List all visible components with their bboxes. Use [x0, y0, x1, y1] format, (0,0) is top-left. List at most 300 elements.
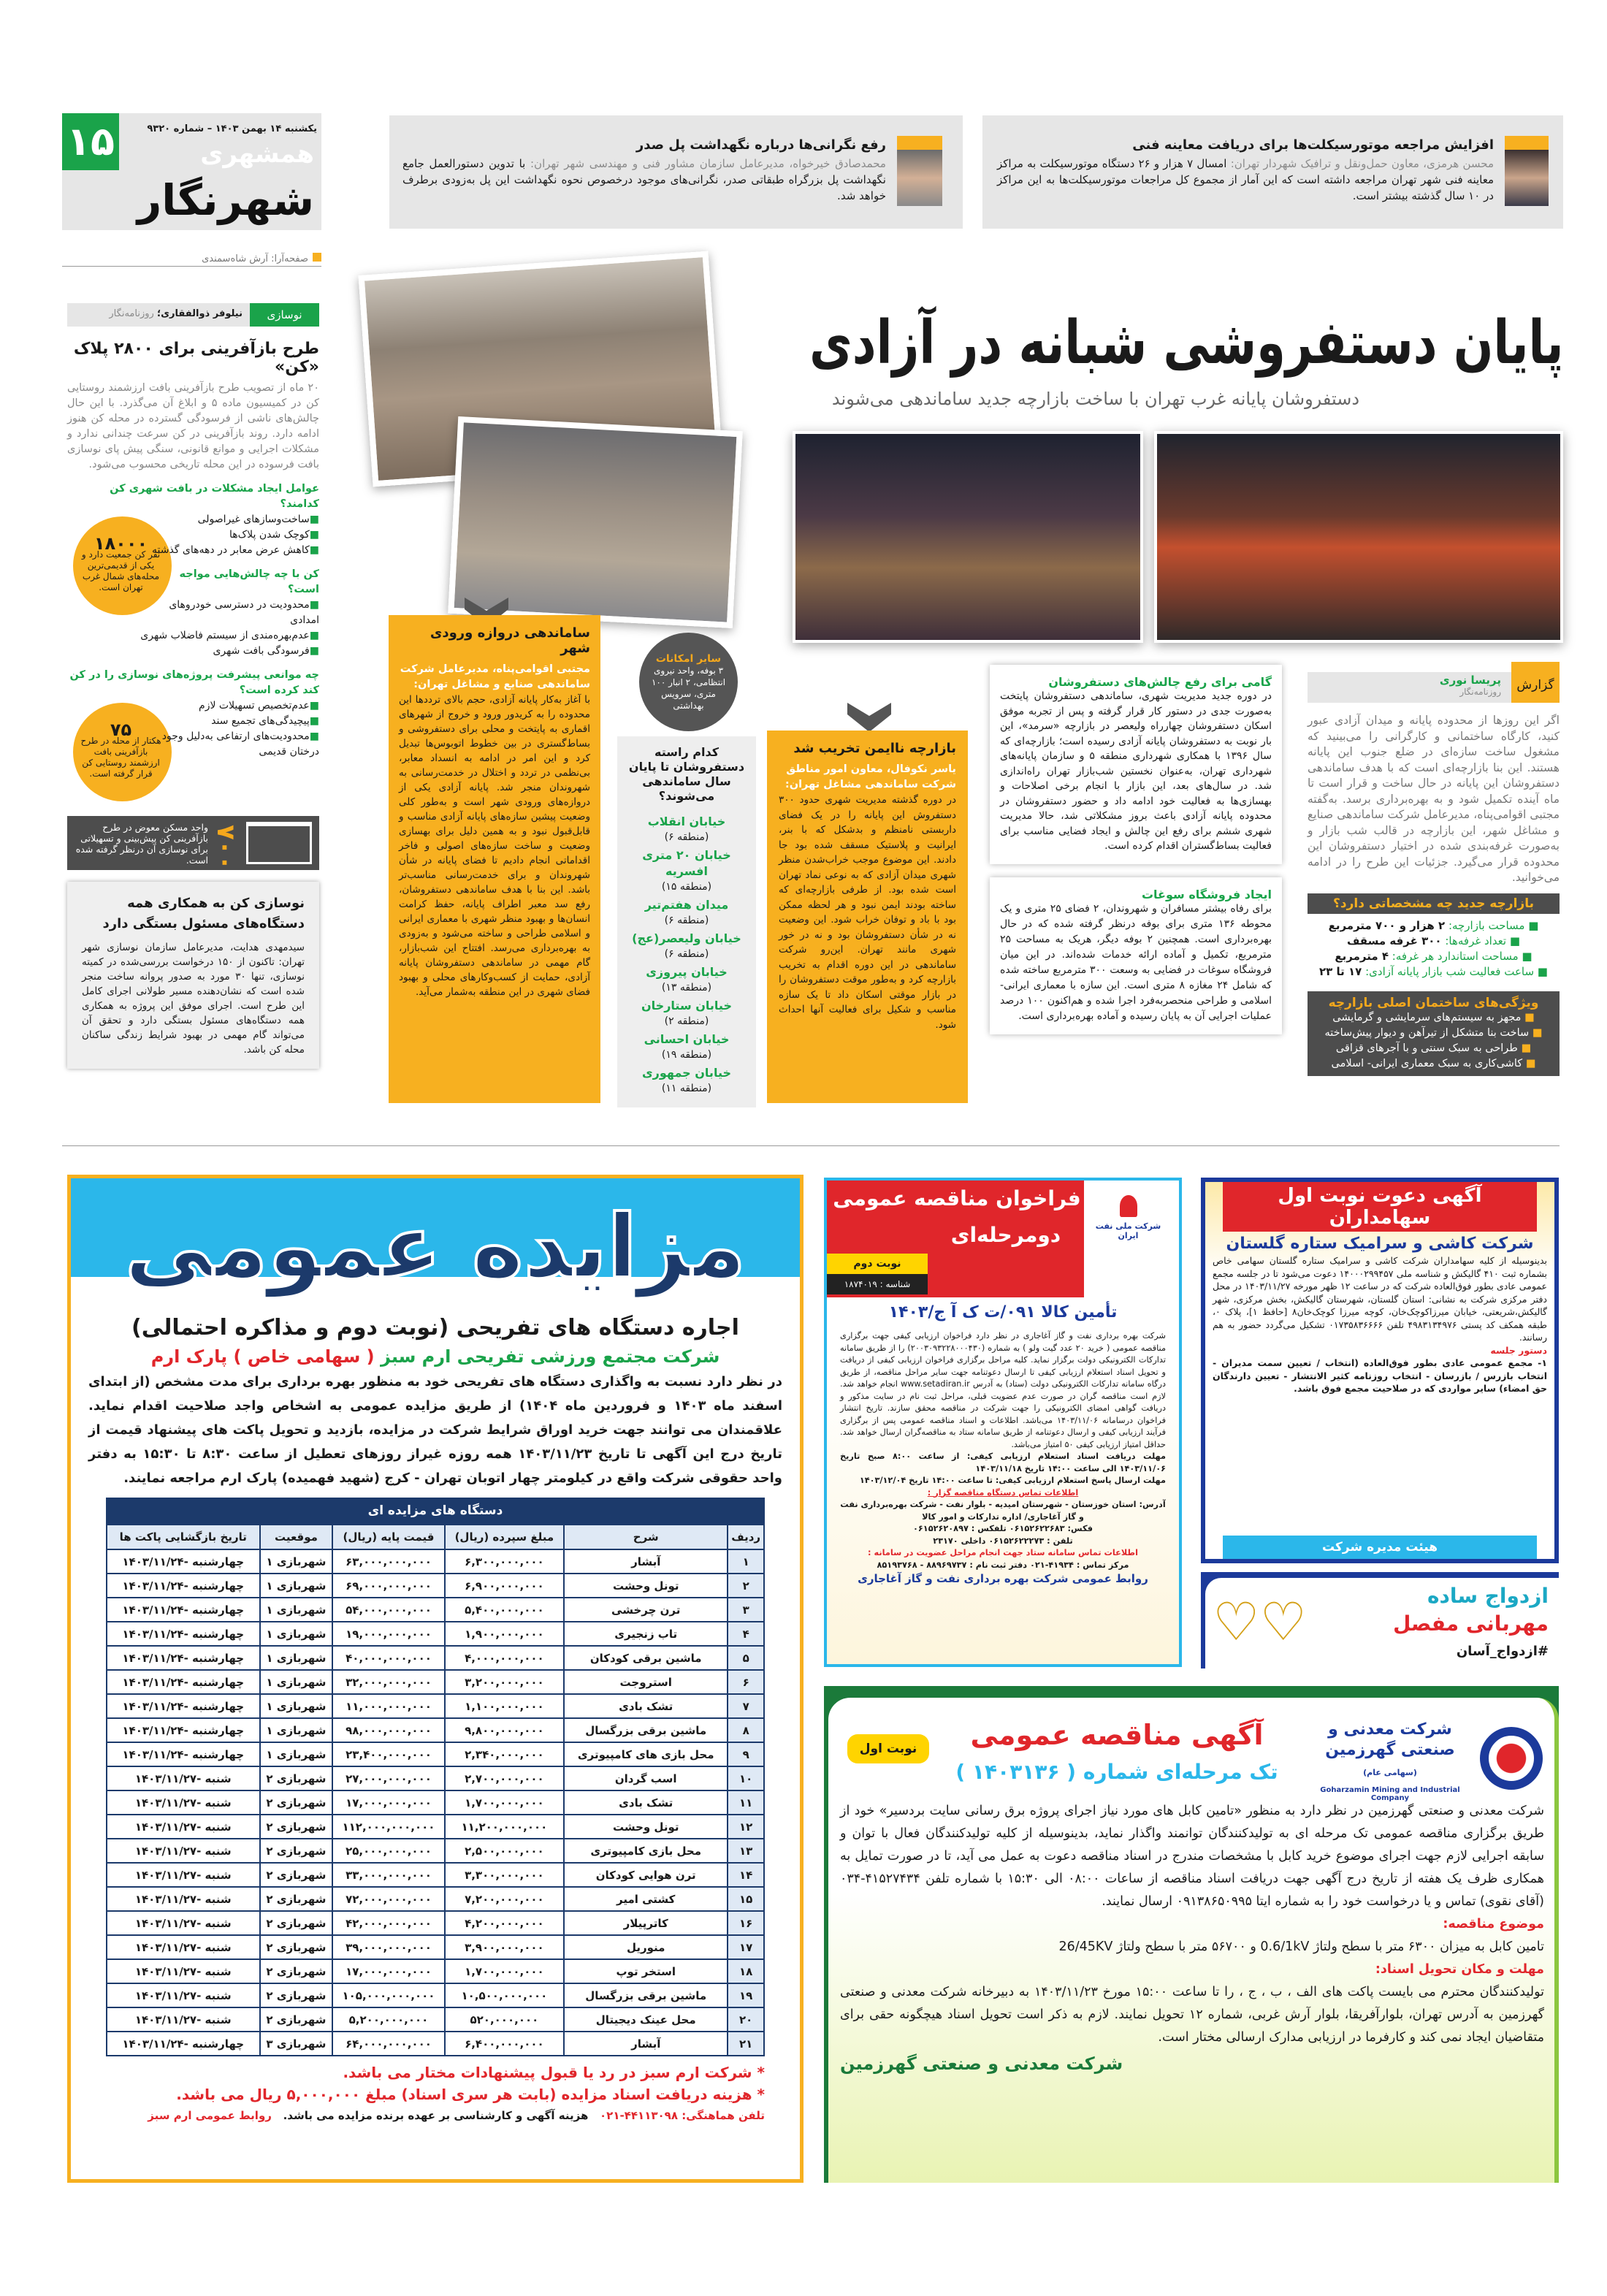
- table-row: [107, 1839, 764, 1863]
- auction-title: مزایده عمومی: [124, 1197, 747, 1298]
- table-cell: ۱۹: [728, 1983, 764, 2007]
- other-title: سایر امکانات: [655, 652, 722, 665]
- table-cell: منوریل: [564, 1935, 728, 1959]
- street-name: خیابان جمهوری: [641, 1066, 732, 1080]
- features-box: [1308, 991, 1560, 1076]
- street-name: خیابان انقلاب: [647, 815, 726, 828]
- table-cell: ۲,۳۴۰,۰۰۰,۰۰۰: [445, 1742, 565, 1766]
- spec-value: ۳۰۰ غرفه مسقف: [1346, 934, 1442, 947]
- unsafe-lead: یاسر نکوفال، معاون امور مناطق شرکت ساماندهی مشاغل تهران:: [785, 763, 956, 790]
- spec-value: ۱۷ تا ۲۳: [1319, 964, 1362, 978]
- page-number: ۱۵: [62, 113, 119, 170]
- brief-sadr-bridge: [389, 115, 963, 229]
- section-question: چه موانعی پیشرفت پروژه‌های نوسازی را در کن کند کرده است؟: [69, 669, 319, 696]
- step-title: گامی برای رفع چالش‌های دستفروشان: [1048, 675, 1272, 689]
- table-cell: ۱,۷۰۰,۰۰۰,۰۰۰: [445, 1790, 565, 1815]
- table-cell: شنبه -۱۴۰۳/۱۱/۲۷: [107, 1766, 260, 1790]
- table-cell: شهربازی ۲: [260, 1911, 333, 1935]
- stat-number: ۷۵: [110, 720, 132, 740]
- table-row: [107, 2032, 764, 2056]
- night-market-photo: [793, 431, 1143, 643]
- tender-address: آدرس: استان خوزستان - شهرستان امیدیه - بلوار نفت - شرکت بهره‌برداری نفت و گاز آغاجاری/ اداره تدارکات و امور کالا: [840, 1500, 1166, 1522]
- layout-credit-text: صفحه‌آرا: آرش شاه‌سمندی: [202, 253, 308, 264]
- nioc-logo: [1086, 1195, 1170, 1240]
- tender-deadline-2: مهلت ارسال پاسخ استعلام ارزیابی کیفی: تا ساعت ۱۴:۰۰ تاریخ ۱۴۰۳/۱۲/۰۴: [859, 1476, 1166, 1485]
- feature-item: [1313, 1010, 1554, 1026]
- subheadline: دستفروشان پایانه غرب تهران با ساخت بازارچه جدید ساماندهی می‌شوند: [831, 389, 1360, 409]
- table-cell: تاب زنجیری: [564, 1622, 728, 1646]
- table-cell: ۷,۲۰۰,۰۰۰,۰۰۰: [445, 1887, 565, 1911]
- table-cell: ۳,۳۰۰,۰۰۰,۰۰۰: [445, 1863, 565, 1887]
- shareholders-ad: [1201, 1178, 1559, 1563]
- table-cell: شهربازی ۱: [260, 1742, 333, 1766]
- report-tag: گزارش: [1511, 662, 1560, 703]
- street-district: (منطقه ۶): [664, 831, 709, 843]
- gate-title: ساماندهی دروازه ورودی شهر: [430, 625, 590, 656]
- table-cell: ۳,۲۰۰,۰۰۰,۰۰۰: [445, 1670, 565, 1694]
- table-cell: ۵,۲۰۰,۰۰۰,۰۰۰: [332, 2007, 444, 2032]
- person-photo: [897, 136, 942, 206]
- table-cell: شنبه -۱۴۰۳/۱۱/۲۷: [107, 1983, 260, 2007]
- bullet-icon: ■: [1521, 1011, 1535, 1023]
- table-cell: ۶,۹۰۰,۰۰۰,۰۰۰: [445, 1574, 565, 1598]
- street-district: (منطقه ۶): [664, 915, 709, 926]
- table-cell: ترن هوایی کودکان: [564, 1863, 728, 1887]
- article-intro: ۲۰ ماه از تصویب طرح بازآفرینی بافت ارزشمند روستایی کن در کمیسیون ماده ۵ و ابلاغ آن می‌گذرد. با این حال چالش‌های ناشی از فرسودگی گسترده در محله کن هنوز ادامه دارد. روند بازآفرینی در کن سرعت چندانی ندارد و مشکلات اجرایی و موانع قانونی، سنگی پیش پای نوسازی بافت فرسوده در این محله تاریخی محسوب می‌شود.: [67, 382, 320, 470]
- table-row: [107, 1887, 764, 1911]
- spec-item: [1308, 918, 1560, 934]
- item-text: عدم‌بهره‌مندی از سیستم فاضلاب شهری: [140, 630, 310, 641]
- logo-en: Goharzamin Mining and Industrial Company: [1320, 1786, 1460, 1802]
- table-cell: محل عینک دیجیتال: [564, 2007, 728, 2032]
- step-body: در دوره جدید مدیریت شهری، ساماندهی دستفروشان پایتخت به‌صورت جدی در دستور کار قرار گرفته و پس از تجربه موفق اسکان دستفروشان چهارراه ولیعصر در بازارچه «سرمد»، این بار نوبت به دستفروشان پایانه آزادی رسیده است؛ بازارچه‌ای که سال ۱۳۹۶ با همکاری شهرداری منطقه ۵ و سازمان پایانه‌های شهرداری تهران، به‌عنوان نخستین شب‌بازار تهران راه‌اندازی شد. در سال‌های بعد، این بازار با انجام برخی اصلاحات و بهسازی‌ها به فعالیت خود ادامه داد و حضور دستفروشان در محدوده پایانه آزادی باعث بروز مشکلاتی شد، حالا مدیریت شهری ششم برای رفع این چالش و ایجاد فضایی مناسب برای فعالیت بساط‌گستران اقدام کرده است.: [1000, 690, 1272, 852]
- table-row: [107, 1670, 764, 1694]
- table-row: [107, 1622, 764, 1646]
- construction-photo-2: [448, 416, 743, 628]
- street-district: (منطقه ۲): [664, 1015, 709, 1027]
- table-cell: آبشار: [564, 1549, 728, 1574]
- table-cell: تشک بادی: [564, 1790, 728, 1815]
- flame-icon: [1120, 1195, 1137, 1217]
- shareholders-company: شرکت کاشی و سرامیک ستاره گلستان: [1226, 1235, 1534, 1253]
- table-cell: ۳: [728, 1598, 764, 1622]
- gohar-title: آگهی مناقصه عمومی: [970, 1719, 1264, 1751]
- bullet-icon: ■: [1517, 1042, 1532, 1054]
- table-cell: شهربازی ۱: [260, 1598, 333, 1622]
- item-text: عدم‌تخصیص تسهیلات لازم: [199, 700, 310, 712]
- table-cell: شهربازی ۳: [260, 2032, 333, 2056]
- tender-deadline-1: مهلت دریافت اسناد استعلام ارزیابی کیفی: از ساعت ۸:۰۰ صبح تاریخ ۱۴۰۳/۱۱/۰۶ الی ساعت ۱۴:۰۰ تاریخ ۱۴۰۳/۱۱/۱۸: [840, 1452, 1167, 1473]
- table-cell: ۶,۴۰۰,۰۰۰,۰۰۰: [445, 2032, 565, 2056]
- table-cell: شنبه -۱۴۰۳/۱۱/۲۷: [107, 1839, 260, 1863]
- table-cell: ۱۸: [728, 1959, 764, 1983]
- agenda-body: ۱- مجمع عمومی عادی بطور فوق‌العاده (انتخاب / تعیین سمت مدیران - انتخاب بازرس / بازرسان - انتخاب روزنامه کثیر الانتشار - تعیین دارندگان حق امضاء) سایر مواردی که در صلاحیت مجمع فوق باشد.: [1213, 1357, 1547, 1394]
- stat-text: نفر کن جمعیت دارد و یکی از قدیمی‌ترین محله‌های شمال غرب تهران است.: [81, 549, 161, 592]
- layout-credit: [62, 253, 321, 267]
- table-cell: ۶۴,۰۰۰,۰۰۰,۰۰۰: [332, 2032, 444, 2056]
- table-cell: شهربازی ۲: [260, 1839, 333, 1863]
- round-badge: نوبت اول: [847, 1734, 929, 1763]
- table-row: [107, 1815, 764, 1839]
- table-cell: شهربازی ۲: [260, 1887, 333, 1911]
- item-text: ساخت‌وسازهای غیراصولی: [197, 514, 310, 525]
- setad-title: اطلاعات تماس سامانه ستاد جهت انجام مراحل عضویت در سامانه :: [868, 1548, 1138, 1557]
- table-cell: ۶۳,۰۰۰,۰۰۰,۰۰۰: [332, 1549, 444, 1574]
- unsafe-title: بازارچه ناایمن تخریب شد: [793, 741, 956, 756]
- column-header: مبلغ سپرده (ریال): [445, 1525, 565, 1549]
- shareholders-title: آگهی دعوت نوبت اول سهامداران: [1223, 1182, 1537, 1232]
- table-cell: شهربازی ۲: [260, 2007, 333, 2032]
- table-cell: ترن چرخشی: [564, 1598, 728, 1622]
- round-badge: نوبت دوم: [827, 1254, 928, 1274]
- table-row: [107, 1549, 764, 1574]
- table-cell: شنبه -۱۴۰۳/۱۱/۲۷: [107, 2007, 260, 2032]
- section-question: کن با چه چالش‌هایی مواجه است؟: [179, 568, 319, 595]
- column-header: موقعیت: [260, 1525, 333, 1549]
- street-district: (منطقه ۶): [664, 948, 709, 960]
- table-cell: ماشین برقی بزرگسال: [564, 1983, 728, 2007]
- table-cell: ۷: [728, 1694, 764, 1718]
- street-name: خیابان ۲۰ متری افسریه: [642, 848, 731, 878]
- table-cell: ۲: [728, 1574, 764, 1598]
- table-cell: چهارشنبه -۱۴۰۳/۱۱/۲۴: [107, 1646, 260, 1670]
- brief-title: رفع نگرانی‌ها درباره نگهداشت پل صدر: [635, 137, 886, 153]
- gate-lead: مجتبی اقوامی‌پناه، مدیرعامل شرکت ساماندهی صنایع و مشاغل تهران:: [400, 663, 590, 690]
- table-cell: ۶,۳۰۰,۰۰۰,۰۰۰: [445, 1549, 565, 1574]
- table-cell: شهربازی ۲: [260, 1959, 333, 1983]
- street-name: میدان هفتم‌تیر: [644, 898, 729, 912]
- streets-box: [617, 736, 756, 1107]
- housing-stat-box: [67, 816, 319, 870]
- table-cell: محل بازی کامپیوتری: [564, 1839, 728, 1863]
- stat-text: هکتار از محله در طرح بازآفرینی بافت ارزشمند روستایی کن قرار گرفته است.: [80, 736, 161, 779]
- table-cell: کاترپیلار: [564, 1911, 728, 1935]
- table-cell: شنبه -۱۴۰۳/۱۱/۲۷: [107, 1911, 260, 1935]
- tender-id: شناسه : ۱۸۷۴۰۱۹: [827, 1274, 928, 1294]
- contact-title: اطلاعات تماس دستگاه مناقصه گزار :: [927, 1487, 1079, 1498]
- table-cell: ۵: [728, 1646, 764, 1670]
- auction-company-type: ( سهامی خاص ) پارک ارم: [150, 1346, 375, 1367]
- gohar-signature: شرکت معدنی و صنعتی گهرزمین: [840, 2053, 1123, 2074]
- spec-value: ۲ هزار و ۷۰۰ مترمربع: [1328, 918, 1446, 932]
- table-cell: شهربازی ۱: [260, 1622, 333, 1646]
- table-cell: استخر توپ: [564, 1959, 728, 1983]
- bullet-icon: ■: [1506, 934, 1521, 947]
- table-cell: ۱۳: [728, 1839, 764, 1863]
- brief-source: محمدصادق خیرخواه، مدیرعامل سازمان مشاور فنی و مهندسی شهر تهران:: [530, 157, 886, 170]
- feature-item: [1313, 1026, 1554, 1041]
- table-cell: ۱۲: [728, 1815, 764, 1839]
- headline: پایان دستفروشی شبانه در آزادی: [809, 308, 1563, 378]
- table-cell: ۱۰: [728, 1766, 764, 1790]
- column-header: ردیف: [728, 1525, 764, 1549]
- brief-body: امسال ۷ هزار و ۲۶ دستگاه موتورسیکلت به مراکز معاینه فنی شهر تهران مراجعه داشته است که این آمار از مجموع کل مراجعات موتورسیکلت‌ها به این مراکز در ۱۰ سال گذشته بیشتر است.: [997, 157, 1494, 202]
- bullet-icon: ■: [309, 514, 319, 525]
- agenda-title: دستور جلسه: [1490, 1344, 1547, 1356]
- table-row: [107, 1935, 764, 1959]
- table-cell: شنبه -۱۴۰۳/۱۱/۲۷: [107, 1887, 260, 1911]
- table-cell: ۲۳,۴۰۰,۰۰۰,۰۰۰: [332, 1742, 444, 1766]
- bullet-icon: ■: [1529, 1026, 1543, 1039]
- table-cell: ۱۵: [728, 1887, 764, 1911]
- table-cell: ۲۷,۰۰۰,۰۰۰,۰۰۰: [332, 1766, 444, 1790]
- tender-tel: تلفن : ۰۶۱۵۲۶۲۲۲۷۳ داخلی ۲۳۱۷۰: [933, 1536, 1073, 1546]
- auction-body: در نظر دارد نسبت به واگذاری دستگاه های تفریحی خود به منظور بهره برداری برای مدت مشخص (از ابتدای اسفند ماه ۱۴۰۳ و فروردین ماه ۱۴۰۴) از طریق مزایده عمومی به اشخاص واجد صلاحیت اقدام نماید. علاقمندان می توانند جهت خرید اوراق شرایط شرکت در مزایده، بازدید و تحویل پاکت های پیشنهاد قیمت از تاریخ درج این آگهی تا تاریخ ۱۴۰۳/۱۱/۲۳ همه روزه غیراز روزهای تعطیل از ساعت ۸:۳۰ تا ۱۵:۳۰ به دفتر واحد حقوقی شرکت واقع در کیلومتر چهار اتوبان تهران - کرج (شهید فهمیده) پارک ارم مراجعه نمایند.: [88, 1374, 782, 1486]
- table-cell: چهارشنبه -۱۴۰۳/۱۱/۲۴: [107, 1549, 260, 1574]
- table-cell: ۱۹,۰۰۰,۰۰۰,۰۰۰: [332, 1622, 444, 1646]
- brief-motorcycles: [982, 115, 1563, 229]
- column-header: قیمت پایه (ریال): [332, 1525, 444, 1549]
- supplement-name: همشهری: [200, 140, 314, 169]
- table-cell: ۱,۷۰۰,۰۰۰,۰۰۰: [445, 1959, 565, 1983]
- list-item: [67, 628, 319, 644]
- marriage-ad: [1201, 1572, 1559, 1668]
- bullet-icon: ■: [309, 700, 319, 712]
- feature-text: مجهز به سیستم‌های سرمایشی و گرمایشی: [1332, 1011, 1522, 1023]
- table-cell: ۴,۰۰۰,۰۰۰,۰۰۰: [445, 1646, 565, 1670]
- table-cell: ۹۸,۰۰۰,۰۰۰,۰۰۰: [332, 1718, 444, 1742]
- table-cell: شهربازی ۲: [260, 1935, 333, 1959]
- table-cell: چهارشنبه -۱۴۰۳/۱۱/۲۴: [107, 1742, 260, 1766]
- streets-title: کدام راسته دستفروشان تا پایان سال ساماندهی می‌شوند؟: [628, 745, 745, 803]
- setad-contact: مرکز تماس : ۴۱۹۳۴-۰۲۱ دفتر ثبت نام : ۸۸۹۶۹۷۳۷ - ۸۵۱۹۳۷۶۸: [877, 1560, 1129, 1570]
- bullet-icon: ■: [1522, 1057, 1536, 1069]
- souvenir-title: ایجاد فروشگاه سوغات: [1141, 887, 1272, 901]
- column-header: شرح: [564, 1525, 728, 1549]
- feature-text: ساخت بنا متشکل از تیرآهن و دیوار پیش‌ساخته: [1324, 1026, 1530, 1039]
- table-cell: ۵,۴۰۰,۰۰۰,۰۰۰: [445, 1598, 565, 1622]
- table-cell: ۱,۱۰۰,۰۰۰,۰۰۰: [445, 1694, 565, 1718]
- table-cell: تونل وحشت: [564, 1815, 728, 1839]
- step-souvenir-column: [990, 665, 1282, 1034]
- logo-fa: شرکت معدنی و صنعتی گهرزمین (سهامی عام): [1325, 1720, 1455, 1777]
- table-cell: ۵۲۰,۰۰۰,۰۰۰: [445, 2007, 565, 2032]
- table-cell: چهارشنبه -۱۴۰۳/۱۱/۲۴: [107, 1718, 260, 1742]
- bullet-icon: ■: [309, 529, 319, 541]
- table-cell: ۳۲,۰۰۰,۰۰۰,۰۰۰: [332, 1670, 444, 1694]
- table-row: [107, 1646, 764, 1670]
- table-cell: ماشین برقی کودکان: [564, 1646, 728, 1670]
- delivery-body: تولیدکنندگان محترم می بایست پاکت های الف ، ب ، ج ، را تا ساعت ۱۵:۰۰ مورخ ۱۴۰۳/۱۱/۲۳ به دبیرخانه شرکت معدنی و صنعتی گهرزمین به آدرس تهران، بلوارآفریقا، بلوار آرش غربی، شماره ۱۲ تحویل نمایند. لازم به ذکر است تحویل اسناد هیچگونه حقی برای متقاضیان ایجاد نمی کند و کارفرما در ارزیابی مدارک ارسالی مختار است.: [840, 1985, 1544, 2045]
- specs-list: [1308, 914, 1560, 984]
- stat-number: ۷۰۰: [211, 825, 240, 871]
- table-cell: ۹: [728, 1742, 764, 1766]
- table-cell: ۴۰,۰۰۰,۰۰۰,۰۰۰: [332, 1646, 444, 1670]
- report-column: [1308, 665, 1560, 1076]
- table-row: [107, 1983, 764, 2007]
- unsafe-market-box: [767, 731, 968, 1103]
- item-text: کاهش عرض معابر در دهه‌های گذشته: [152, 544, 310, 556]
- table-cell: شنبه -۱۴۰۳/۱۱/۲۷: [107, 1815, 260, 1839]
- bullet-icon: ■: [309, 599, 319, 611]
- table-cell: تشک بادی: [564, 1694, 728, 1718]
- table-cell: ۱۴: [728, 1863, 764, 1887]
- table-cell: ۲۰: [728, 2007, 764, 2032]
- features-title: ویژگی‌های ساختمان اصلی بازارچه: [1328, 995, 1539, 1010]
- bullet-icon: ■: [309, 715, 319, 727]
- box-title: نوسازی کن به همکاری همه دستگاه‌های مسئول بستگی دارد: [102, 896, 305, 931]
- table-cell: ۱: [728, 1549, 764, 1574]
- table-cell: ۲۱: [728, 2032, 764, 2056]
- table-row: [107, 1742, 764, 1766]
- table-cell: ۱۷: [728, 1935, 764, 1959]
- stat-number: ۱۸۰۰۰: [93, 533, 148, 554]
- other-facilities-badge: [639, 633, 738, 731]
- table-cell: ۱,۹۰۰,۰۰۰,۰۰۰: [445, 1622, 565, 1646]
- table-cell: چهارشنبه -۱۴۰۳/۱۱/۲۴: [107, 1622, 260, 1646]
- table-cell: چهارشنبه -۱۴۰۳/۱۱/۲۴: [107, 1598, 260, 1622]
- feature-text: کاشی‌کاری به سبک معماری ایرانی- اسلامی: [1331, 1057, 1523, 1069]
- tender-subtitle: دومرحله‌ای: [950, 1223, 1061, 1247]
- article-title: طرح بازآفرینی برای ۲۸۰۰ پلاک «کن»: [73, 340, 319, 376]
- street-name: خیابان پیروزی: [646, 965, 728, 979]
- spec-label: مساحت استاندارد هر غرفه:: [1389, 949, 1519, 963]
- table-cell: شهربازی ۱: [260, 1670, 333, 1694]
- table-cell: شنبه -۱۴۰۳/۱۱/۲۷: [107, 1935, 260, 1959]
- rings-icon: ♡♡: [1213, 1591, 1308, 1652]
- brief-body: با تدوین دستورالعمل جامع نگهداشت پل بزرگراه طبقاتی صدر، نگرانی‌های موجود درخصوص نحوه نگهداشت این پل به‌زودی برطرف خواهد شد.: [402, 157, 886, 202]
- brief-title: افزایش مراجعه موتورسیکلت‌ها برای دریافت معاینه فنی: [1132, 137, 1494, 153]
- table-cell: شنبه -۱۴۰۳/۱۱/۲۷: [107, 1959, 260, 1983]
- item-text: محدودیت‌های ارتفاعی به‌دلیل وجود درختان قدیمی: [161, 731, 319, 758]
- bus-terminal-photo: [1154, 431, 1563, 643]
- marriage-line-1: ازدواج ساده: [1427, 1584, 1549, 1608]
- auction-table-wrap: [106, 1498, 765, 2056]
- delivery-title: مهلت و مکان تحویل اسناد:: [1375, 1962, 1544, 1977]
- column-header: تاریخ بازگشایی پاکت ها: [107, 1525, 260, 1549]
- table-row: [107, 1574, 764, 1598]
- marriage-hashtag: #ازدواج_آسان: [1456, 1644, 1549, 1659]
- table-cell: چهارشنبه -۱۴۰۳/۱۱/۲۴: [107, 1670, 260, 1694]
- table-cell: شهربازی ۱: [260, 1549, 333, 1574]
- spec-label: تعداد غرفه‌ها:: [1441, 934, 1507, 947]
- building-icon: [246, 822, 312, 864]
- table-row: [107, 1959, 764, 1983]
- table-cell: شهربازی ۲: [260, 1815, 333, 1839]
- table-cell: ۴,۲۰۰,۰۰۰,۰۰۰: [445, 1911, 565, 1935]
- bullet-icon: ■: [309, 731, 319, 742]
- table-cell: ۱۷,۰۰۰,۰۰۰,۰۰۰: [332, 1790, 444, 1815]
- table-cell: ۱۶: [728, 1911, 764, 1935]
- table-cell: ۲,۷۰۰,۰۰۰,۰۰۰: [445, 1766, 565, 1790]
- author-role: روزنامه‌نگار: [109, 308, 154, 319]
- author-name: پریسا نوری: [1439, 674, 1501, 687]
- table-row: [107, 1598, 764, 1622]
- marriage-line-2: مهربانی مفصل: [1393, 1612, 1549, 1636]
- table-cell: ۳۳,۰۰۰,۰۰۰,۰۰۰: [332, 1863, 444, 1887]
- person-photo: [1505, 136, 1549, 206]
- city-gate-box: [389, 615, 600, 1103]
- table-cell: اسب گردان: [564, 1766, 728, 1790]
- report-intro: اگر این روزها از محدوده پایانه و میدان آزادی عبور کنید، کارگاه ساختمانی و کارگرانی را می‌بینید که مشغول ساخت سازه‌ای در ضلع جنوب این پایانه هستند. این بنا بازارچه‌ای است که با هدف ساماندهی دستفروشان این پایانه در حال ساخت و قرار است تا ماه آینده تکمیل شود و به بهره‌برداری برسد. به‌گفته مجتبی اقوامی‌پناه، مدیرعامل شرکت ساماندهی صنایع و مشاغل شهر، این بازارچه در قالب شب بازار و به‌صورت غرفه‌بندی شده در اختیار دستفروشان این محدوده قرار می‌گیرد. جزئیات این طرح را در ادامه می‌خوانید.: [1308, 714, 1560, 884]
- table-cell: استروجت: [564, 1670, 728, 1694]
- auction-pr: روابط عمومی ارم سبز: [148, 2109, 272, 2122]
- street-district: (منطقه ۱۹): [661, 1049, 712, 1061]
- tender-code: تأمین کالا ۰۹۱/ت ک آ ج/۱۴۰۳: [888, 1303, 1118, 1321]
- table-cell: ۴: [728, 1622, 764, 1646]
- table-cell: ۸: [728, 1718, 764, 1742]
- goharzamin-logo-icon: [1480, 1727, 1543, 1790]
- table-cell: چهارشنبه -۱۴۰۳/۱۱/۲۴: [107, 2032, 260, 2056]
- table-cell: ۷۲,۰۰۰,۰۰۰,۰۰۰: [332, 1887, 444, 1911]
- shareholders-body: بدینوسیله از کلیه سهامداران شرکت کاشی و سرامیک ستاره گلستان سهامی خاص بشماره ثبت ۴۱۰ گالیکش و شناسه ملی ۱۴۰۰۰۲۹۹۴۵۷ دعوت می‌شود تا در جلسه مجمع عمومی عادی بطور فوق‌العاده شرکت که در ساعت ۱۲ ظهر مورخه ۱۴۰۳/۱۱/۲۷ در محل دفتر مرکزی شرکت به نشانی: استان گلستان، شهرستان گالیکش، بخش مرکزی، شهر گالیکش،شریعتی، خیابان میرزاکوچک‌خان، کوچه میرزا کوچک‌خان۸ [حافظ ۱]، پلاک ۰، طبقه همکف کد پستی ۴۹۸۳۱۳۴۹۷۶ تلفن ۰۱۷۳۵۸۳۶۶۶۶ تشکیل می‌گردد حضور به هم رسانند.: [1213, 1255, 1548, 1343]
- brief-source: محسن هرمزی، معاون حمل‌ونقل و ترافیک شهردار تهران:: [1230, 157, 1494, 170]
- table-row: [107, 1790, 764, 1815]
- bullet-icon: ■: [1524, 918, 1539, 932]
- specs-title: بازارچه جدید چه مشخصاتی دارد؟: [1308, 893, 1560, 914]
- bullet-icon: ■: [309, 630, 319, 641]
- gate-body: با آغاز به‌کار پایانه آزادی، حجم بالای ترددها این محدوده را به کریدور ورود و خروج از شهرهای اقماری به پایتخت و محلی برای دستفروشی و بساط‌گستری در بین خطوط اتوبوس‌ها تبدیل کرد و این امر در ادامه به انسداد معابر، بی‌نظمی در تردد و اختلال در خدمت‌رسانی به شهروندان منجر شد. پایانه آزادی یکی از دروازه‌های ورودی شهر است و به‌طور کلی وضعیت پیشین سازه‌های پایانه آزادی مناسب و قابل‌قبول نبود و به همین دلیل برای بهسازی وضعیت و ساخت سازه‌های اصولی و فاخر اقداماتی انجام دادیم تا فضای پایانه در شأن شهروندان و برای خدمت‌رسانی مناسب‌تر باشد. این بنا با هدف ساماندهی دستفروشان، رفع سد معبر اطراف پایانه، حفظ کرامت انسان‌ها و بهبود منظر شهری با معماری ایرانی و اسلامی طراحی و ساخته می‌شود و به‌زودی به بهره‌برداری می‌رسد. افتتاح این شب‌بازار، گام مهمی در ساماندهی دستفروشان پایانه آزادی، حمایت از کسب‌وکارهای محلی و بهبود فضای شهری در این منطقه به‌شمار می‌آید.: [399, 694, 590, 998]
- author-role: روزنامه‌نگار: [1459, 687, 1501, 697]
- auction-note-2: * هزینه دریافت اسناد مزایده (بابت هر سری اسناد) مبلغ ۵,۰۰۰,۰۰۰ ریال می باشد.: [176, 2086, 765, 2103]
- masthead: [62, 113, 321, 230]
- souvenir-box: [990, 877, 1282, 1034]
- oil-tender-ad: [824, 1178, 1182, 1667]
- table-cell: ۱۰۵,۰۰۰,۰۰۰,۰۰۰: [332, 1983, 444, 2007]
- feature-item: [1313, 1041, 1554, 1056]
- goharzamin-tender-ad: [824, 1686, 1559, 2183]
- table-cell: ۱۱۲,۰۰۰,۰۰۰,۰۰۰: [332, 1815, 444, 1839]
- renewal-column: [67, 303, 319, 1069]
- table-cell: شهربازی ۱: [260, 1574, 333, 1598]
- table-cell: ۵۴,۰۰۰,۰۰۰,۰۰۰: [332, 1598, 444, 1622]
- table-cell: شهربازی ۱: [260, 1718, 333, 1742]
- table-cell: ۱۷,۰۰۰,۰۰۰,۰۰۰: [332, 1959, 444, 1983]
- stat-text: واحد مسکن معوض در طرح بازآفرینی کن پیش‌بینی و تسهیلاتی برای نوسازی آن درنظر گرفته شده است.: [75, 822, 208, 866]
- table-row: [107, 1863, 764, 1887]
- feature-text: طراحی به سبک سنتی و با آجرهای قزاقی: [1335, 1042, 1518, 1054]
- tender-fax: فکس: ۰۶۱۵۲۶۲۲۶۸۳ تلفکس : ۰۶۱۵۲۶۲۰۸۹۷: [913, 1524, 1093, 1533]
- item-text: کوچک شدن پلاک‌ها: [229, 529, 310, 541]
- table-cell: شهربازی ۲: [260, 1790, 333, 1815]
- table-row: [107, 1766, 764, 1790]
- table-row: [107, 1694, 764, 1718]
- gohar-subtitle: تک مرحله‌ای شماره ( ۱۴۰۳۱۳۶ ): [955, 1760, 1278, 1784]
- table-cell: ۲,۵۰۰,۰۰۰,۰۰۰: [445, 1839, 565, 1863]
- section-tag: نوسازی: [250, 303, 319, 327]
- auction-phone: تلفن هماهنگی: ۴۴۱۱۳۰۹۸-۰۲۱: [600, 2109, 765, 2122]
- street-name: خیابان ولیعصر(عج): [632, 931, 741, 945]
- bullet-icon: ■: [1534, 964, 1548, 978]
- spec-label: مساحت بازارچه:: [1445, 918, 1525, 932]
- auction-note-1: * شرکت ارم سبز در رد یا قبول پیشنهادات مختار می باشد.: [343, 2064, 765, 2081]
- stat-hectares: [73, 703, 172, 801]
- logo-text: شرکت ملی نفت ایران: [1095, 1221, 1161, 1240]
- bullet-icon: ■: [1518, 949, 1532, 963]
- table-row: [107, 1718, 764, 1742]
- auction-fee: هزینه آگهی و کارشناسی بر عهده برنده مزایده می باشد.: [283, 2109, 589, 2122]
- table-cell: ۲۵,۰۰۰,۰۰۰,۰۰۰: [332, 1839, 444, 1863]
- unsafe-body: در دوره گذشته مدیریت شهری حدود ۳۰۰ دستفروش این پایانه را در یک فضای داربستی نامنظم و بدشکل که با بنر، ایرانیت و پلاستیک مسقف شده بود جا دادند. این موضوع موجب خراب‌شدن منظر شهری میدان آزادی که به نوعی نماد تهران است شده بود. از طرفی بازارچه‌ای که ساخته بودند ایمن نبود و هر لحظه ممکن بود با باد و توفان خراب شود. این وضعیت نه در شأن دستفروشان بود و نه در خور شهری مانند تهران. این‌رو شرکت ساماندهی در این دوره اقدام به تخریب بازارچه کرد و به‌طور موقت دستفروشان را در بازار موقتی اسکان داد تا یک سازه مناسب و شکیل برای فعالیت آنها احداث شود.: [779, 794, 956, 1031]
- table-cell: ۶۹,۰۰۰,۰۰۰,۰۰۰: [332, 1574, 444, 1598]
- table-cell: ۹,۸۰۰,۰۰۰,۰۰۰: [445, 1718, 565, 1742]
- section-logo: شهرنگار: [137, 175, 314, 225]
- table-cell: شهربازی ۱: [260, 1646, 333, 1670]
- table-cell: ۱۰,۵۰۰,۰۰۰,۰۰۰: [445, 1983, 565, 2007]
- table-cell: ۴۲,۰۰۰,۰۰۰,۰۰۰: [332, 1911, 444, 1935]
- tender-title: فراخوان مناقصه عمومی: [833, 1186, 1081, 1210]
- table-cell: کشتی امیر: [564, 1887, 728, 1911]
- step-box: [990, 665, 1282, 864]
- auction-table: [106, 1524, 765, 2056]
- other-body: ۳ بوفه، واحد نیروی انتظامی، ۲ انبار ۱۰۰ متری، سرویس بهداشتی: [651, 665, 726, 711]
- list-item: [67, 644, 319, 659]
- spec-value: ۴ مترمربع: [1335, 949, 1389, 963]
- table-cell: شهربازی ۲: [260, 1983, 333, 2007]
- box-body: سیدمهدی هدایت، مدیرعامل سازمان نوسازی شهر تهران: تاکنون از ۱۵۰ درخواست بررسی‌شده در کمیته نوسازی، تنها ۳۰ مورد به صدور پروانه ساخت منجر شده است که نشان‌دهنده مسیر طولانی اجرای کامل این طرح است. اجرای موفق این پروژه به همکاری همه دستگاه‌های مسئول بستگی دارد و تحقق آن می‌تواند گام مهمی در بهبود شرایط زندگی ساکنان محله کن باشد.: [82, 942, 305, 1056]
- table-cell: تونل وحشت: [564, 1574, 728, 1598]
- auction-subtitle: اجاره دستگاه های تفریحی (نوبت دوم و مذاکره احتمالی): [131, 1315, 739, 1340]
